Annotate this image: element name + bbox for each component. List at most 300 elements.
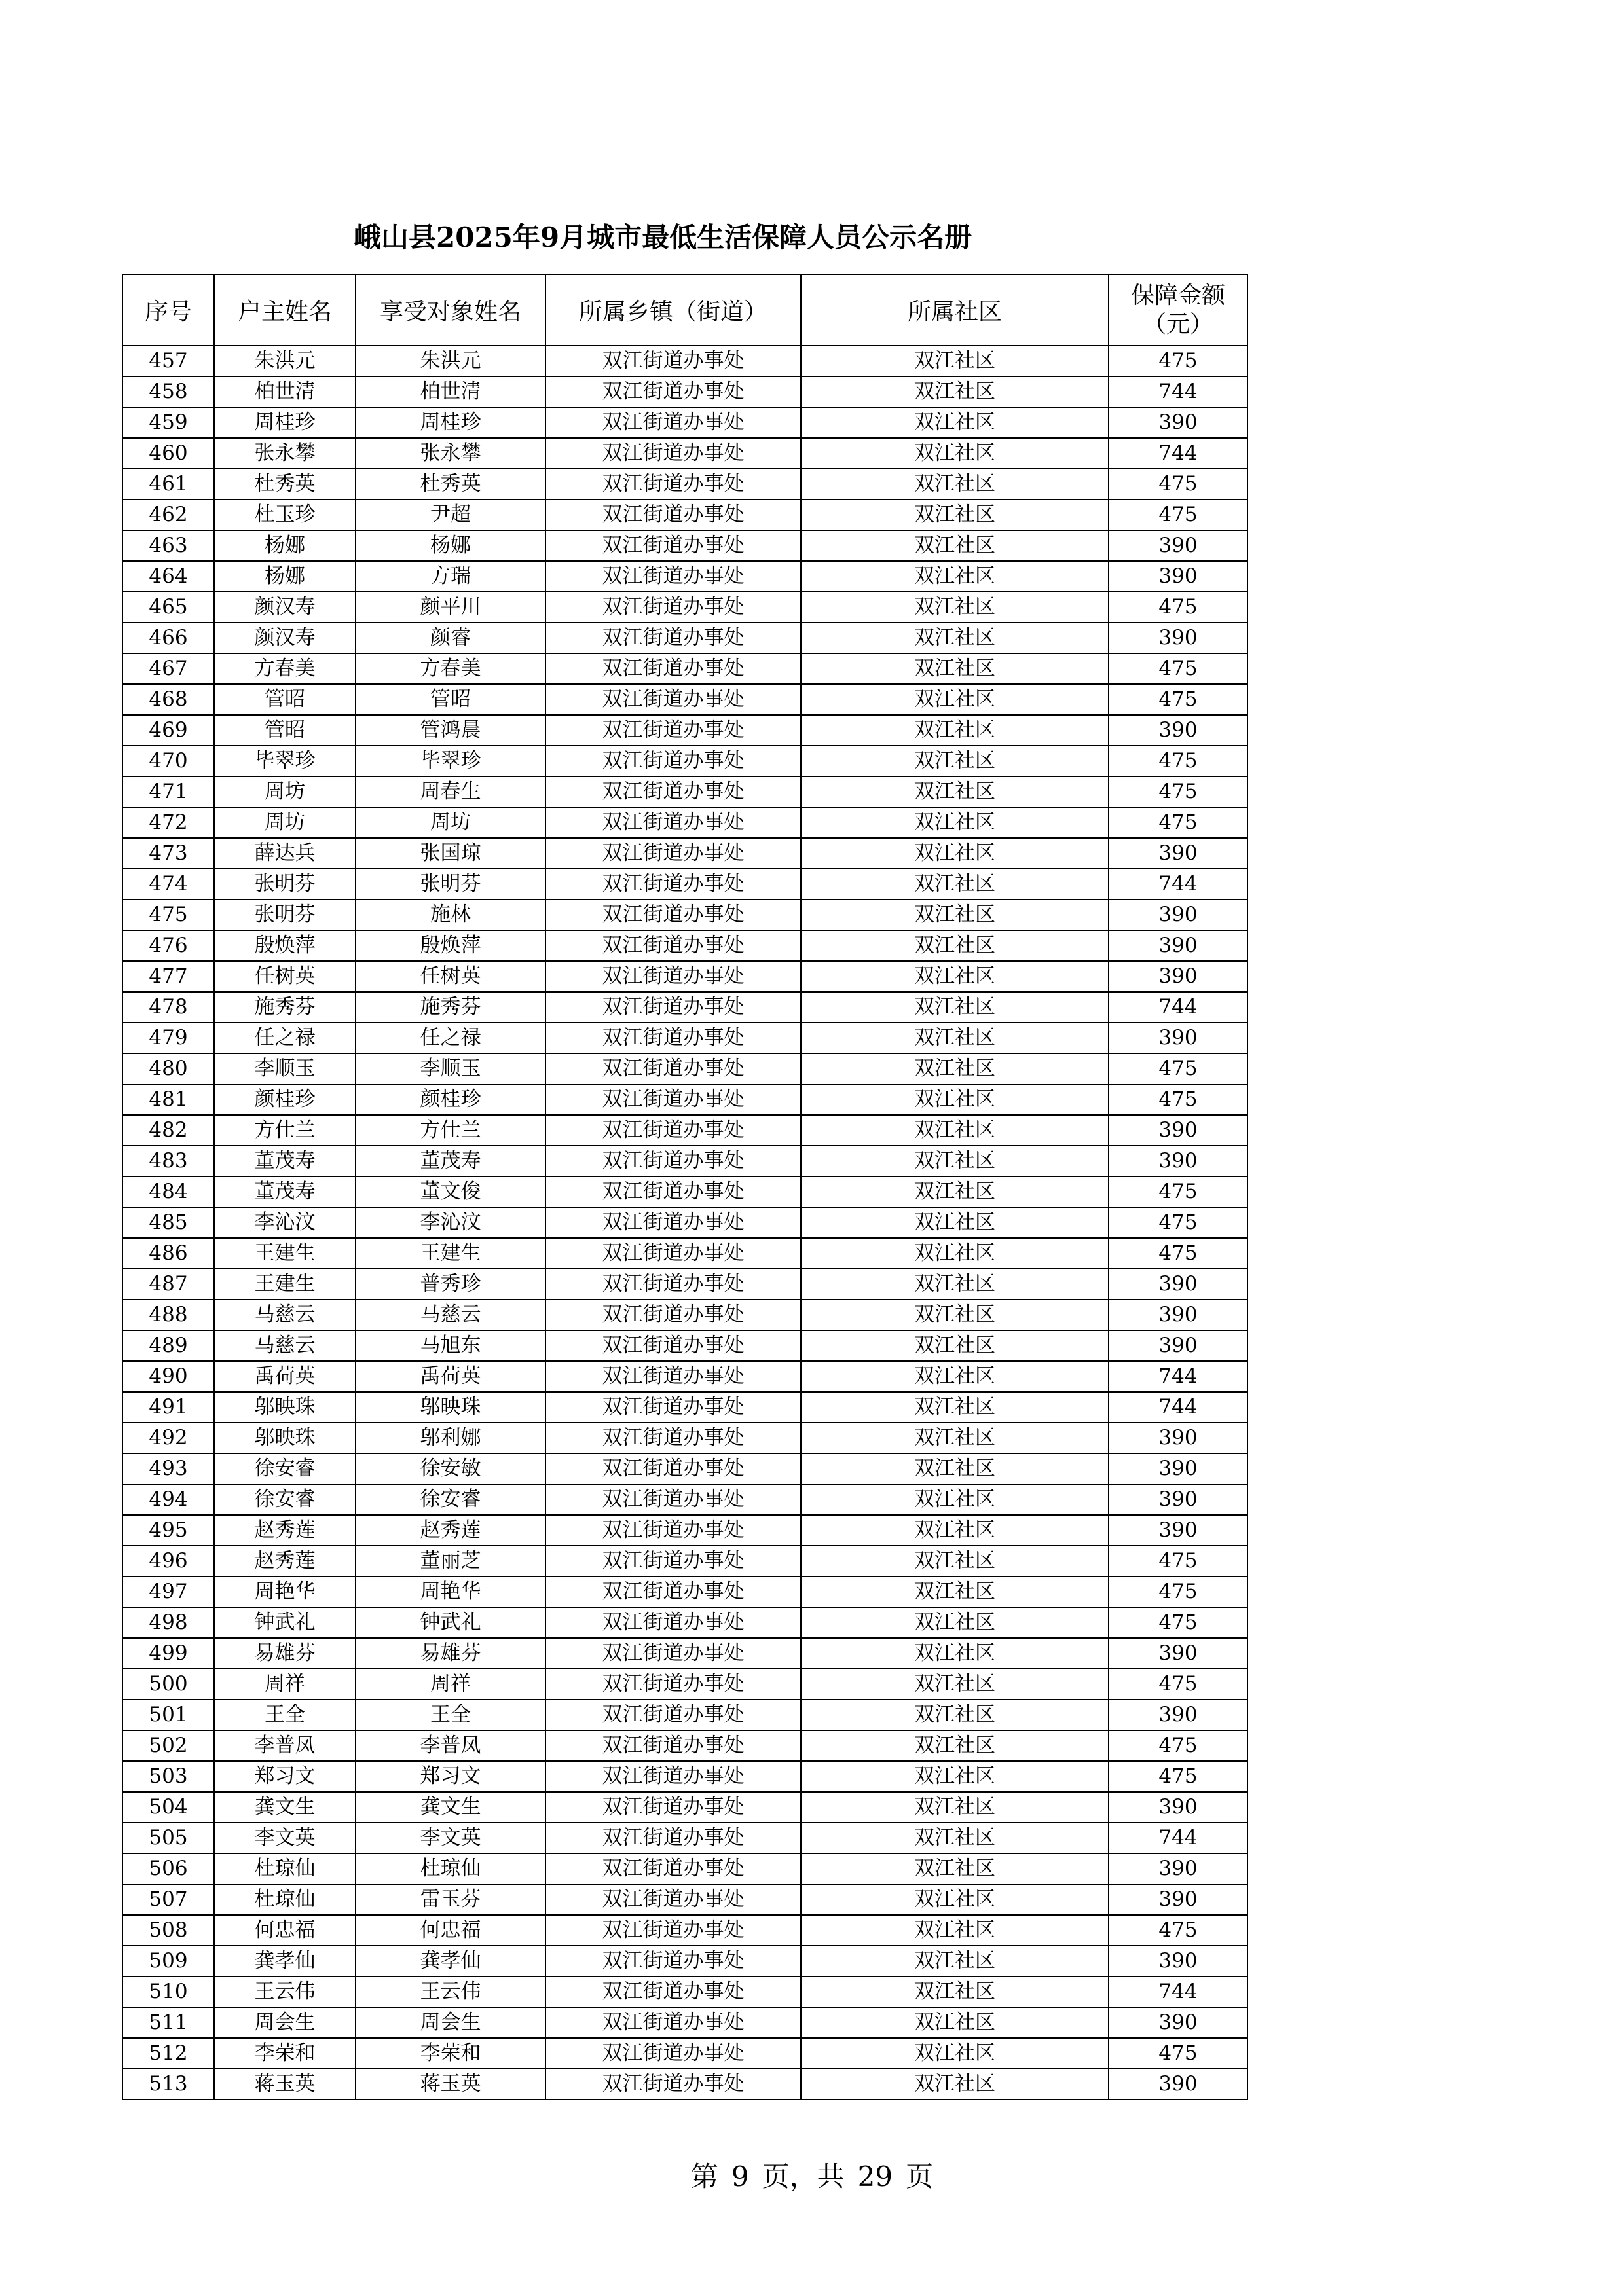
cell-township: 双江街道办事处 [545, 1576, 801, 1607]
cell-household-head: 李沁汶 [214, 1207, 356, 1238]
cell-seq: 482 [122, 1115, 214, 1146]
cell-community: 双江社区 [801, 1730, 1109, 1761]
cell-seq: 503 [122, 1761, 214, 1792]
table-row [122, 1915, 1247, 1946]
cell-beneficiary: 尹超 [356, 500, 545, 530]
cell-household-head: 杨娜 [214, 530, 356, 561]
cell-seq: 509 [122, 1946, 214, 1977]
cell-household-head: 杜玉珍 [214, 500, 356, 530]
document-title: 峨山县2025年9月城市最低生活保障人员公示名册 [354, 221, 972, 253]
cell-amount: 390 [1109, 1884, 1247, 1915]
table-row [122, 1392, 1247, 1423]
table-row [122, 346, 1247, 376]
table-row [122, 1484, 1247, 1515]
cell-amount: 390 [1109, 1115, 1247, 1146]
cell-community: 双江社区 [801, 838, 1109, 869]
cell-seq: 473 [122, 838, 214, 869]
cell-township: 双江街道办事处 [545, 1453, 801, 1484]
cell-beneficiary: 董文俊 [356, 1176, 545, 1207]
table-row [122, 407, 1247, 438]
cell-township: 双江街道办事处 [545, 1761, 801, 1792]
header-household-head: 户主姓名 [214, 274, 356, 346]
table-row [122, 653, 1247, 684]
cell-township: 双江街道办事处 [545, 346, 801, 376]
table-row [122, 376, 1247, 407]
cell-amount: 390 [1109, 961, 1247, 992]
cell-beneficiary: 毕翠珍 [356, 746, 545, 776]
cell-amount: 475 [1109, 346, 1247, 376]
cell-seq: 487 [122, 1269, 214, 1300]
cell-amount: 475 [1109, 1084, 1247, 1115]
cell-community: 双江社区 [801, 2038, 1109, 2069]
cell-household-head: 王全 [214, 1700, 356, 1730]
cell-township: 双江街道办事处 [545, 1977, 801, 2007]
cell-township: 双江街道办事处 [545, 1884, 801, 1915]
cell-amount: 390 [1109, 1146, 1247, 1176]
cell-township: 双江街道办事处 [545, 1515, 801, 1546]
table-header-row [122, 274, 1247, 346]
cell-household-head: 柏世清 [214, 376, 356, 407]
cell-community: 双江社区 [801, 684, 1109, 715]
cell-amount: 390 [1109, 900, 1247, 930]
table-row [122, 746, 1247, 776]
cell-township: 双江街道办事处 [545, 930, 801, 961]
header-seq: 序号 [122, 274, 214, 346]
cell-household-head: 殷焕萍 [214, 930, 356, 961]
table-row [122, 1238, 1247, 1269]
cell-amount: 390 [1109, 1269, 1247, 1300]
cell-household-head: 张明芬 [214, 900, 356, 930]
cell-township: 双江街道办事处 [545, 900, 801, 930]
cell-household-head: 颜汉寿 [214, 623, 356, 653]
cell-seq: 495 [122, 1515, 214, 1546]
cell-community: 双江社区 [801, 1946, 1109, 1977]
cell-seq: 501 [122, 1700, 214, 1730]
cell-seq: 457 [122, 346, 214, 376]
table-row [122, 1115, 1247, 1146]
cell-township: 双江街道办事处 [545, 992, 801, 1023]
table-row [122, 1576, 1247, 1607]
cell-township: 双江街道办事处 [545, 1392, 801, 1423]
cell-amount: 475 [1109, 1730, 1247, 1761]
cell-seq: 504 [122, 1792, 214, 1823]
cell-seq: 478 [122, 992, 214, 1023]
cell-community: 双江社区 [801, 1238, 1109, 1269]
cell-beneficiary: 龚文生 [356, 1792, 545, 1823]
cell-beneficiary: 方仕兰 [356, 1115, 545, 1146]
cell-township: 双江街道办事处 [545, 715, 801, 746]
cell-beneficiary: 张永攀 [356, 438, 545, 469]
cell-seq: 470 [122, 746, 214, 776]
cell-household-head: 邬映珠 [214, 1423, 356, 1453]
cell-amount: 390 [1109, 715, 1247, 746]
table-row [122, 1023, 1247, 1053]
cell-community: 双江社区 [801, 807, 1109, 838]
footer-middle: 页，共 [762, 2160, 845, 2193]
cell-household-head: 禹荷英 [214, 1361, 356, 1392]
cell-amount: 390 [1109, 930, 1247, 961]
cell-household-head: 李普凤 [214, 1730, 356, 1761]
cell-seq: 469 [122, 715, 214, 746]
cell-beneficiary: 周桂珍 [356, 407, 545, 438]
header-amount [1109, 274, 1247, 346]
cell-township: 双江街道办事处 [545, 1207, 801, 1238]
cell-amount: 390 [1109, 530, 1247, 561]
cell-township: 双江街道办事处 [545, 1730, 801, 1761]
table-row [122, 838, 1247, 869]
cell-household-head: 周坊 [214, 776, 356, 807]
table-row [122, 1669, 1247, 1700]
cell-seq: 472 [122, 807, 214, 838]
cell-household-head: 薛达兵 [214, 838, 356, 869]
cell-township: 双江街道办事处 [545, 1915, 801, 1946]
cell-community: 双江社区 [801, 623, 1109, 653]
cell-beneficiary: 施秀芬 [356, 992, 545, 1023]
cell-community: 双江社区 [801, 1207, 1109, 1238]
cell-amount: 475 [1109, 684, 1247, 715]
header-beneficiary: 享受对象姓名 [356, 274, 545, 346]
header-township: 所属乡镇（街道） [545, 274, 801, 346]
cell-household-head: 马慈云 [214, 1300, 356, 1330]
cell-community: 双江社区 [801, 900, 1109, 930]
cell-household-head: 马慈云 [214, 1330, 356, 1361]
cell-beneficiary: 杜秀英 [356, 469, 545, 500]
cell-beneficiary: 李文英 [356, 1823, 545, 1853]
cell-seq: 499 [122, 1638, 214, 1669]
table-row [122, 1146, 1247, 1176]
cell-household-head: 董茂寿 [214, 1146, 356, 1176]
cell-household-head: 董茂寿 [214, 1176, 356, 1207]
cell-amount: 475 [1109, 592, 1247, 623]
cell-beneficiary: 杨娜 [356, 530, 545, 561]
cell-community: 双江社区 [801, 715, 1109, 746]
table-row [122, 1792, 1247, 1823]
cell-beneficiary: 马慈云 [356, 1300, 545, 1330]
table-row [122, 1361, 1247, 1392]
cell-beneficiary: 邬映珠 [356, 1392, 545, 1423]
cell-township: 双江街道办事处 [545, 1269, 801, 1300]
cell-amount: 390 [1109, 1638, 1247, 1669]
cell-community: 双江社区 [801, 776, 1109, 807]
cell-seq: 458 [122, 376, 214, 407]
cell-township: 双江街道办事处 [545, 561, 801, 592]
cell-seq: 461 [122, 469, 214, 500]
cell-beneficiary: 钟武礼 [356, 1607, 545, 1638]
cell-seq: 493 [122, 1453, 214, 1484]
cell-seq: 488 [122, 1300, 214, 1330]
cell-amount: 475 [1109, 469, 1247, 500]
cell-community: 双江社区 [801, 1792, 1109, 1823]
cell-community: 双江社区 [801, 1453, 1109, 1484]
cell-household-head: 龚孝仙 [214, 1946, 356, 1977]
cell-household-head: 李顺玉 [214, 1053, 356, 1084]
table-row [122, 469, 1247, 500]
table-row [122, 961, 1247, 992]
cell-seq: 481 [122, 1084, 214, 1115]
cell-beneficiary: 普秀珍 [356, 1269, 545, 1300]
cell-beneficiary: 管鸿晨 [356, 715, 545, 746]
cell-community: 双江社区 [801, 438, 1109, 469]
table-row [122, 1176, 1247, 1207]
cell-township: 双江街道办事处 [545, 961, 801, 992]
cell-amount: 475 [1109, 653, 1247, 684]
cell-community: 双江社区 [801, 992, 1109, 1023]
cell-household-head: 周坊 [214, 807, 356, 838]
table-row [122, 1423, 1247, 1453]
table-row [122, 2007, 1247, 2038]
cell-township: 双江街道办事处 [545, 1946, 801, 1977]
cell-community: 双江社区 [801, 1146, 1109, 1176]
cell-community: 双江社区 [801, 592, 1109, 623]
cell-township: 双江街道办事处 [545, 1823, 801, 1853]
cell-seq: 513 [122, 2069, 214, 2100]
cell-beneficiary: 禹荷英 [356, 1361, 545, 1392]
cell-household-head: 毕翠珍 [214, 746, 356, 776]
cell-community: 双江社区 [801, 1053, 1109, 1084]
cell-beneficiary: 王建生 [356, 1238, 545, 1269]
table-row [122, 1761, 1247, 1792]
cell-community: 双江社区 [801, 2007, 1109, 2038]
cell-amount: 390 [1109, 1423, 1247, 1453]
cell-beneficiary: 李顺玉 [356, 1053, 545, 1084]
cell-household-head: 龚文生 [214, 1792, 356, 1823]
footer-prefix: 第 [690, 2160, 718, 2193]
cell-amount: 390 [1109, 1946, 1247, 1977]
cell-township: 双江街道办事处 [545, 1484, 801, 1515]
cell-township: 双江街道办事处 [545, 1176, 801, 1207]
table-row [122, 1946, 1247, 1977]
cell-beneficiary: 王云伟 [356, 1977, 545, 2007]
cell-amount: 744 [1109, 1977, 1247, 2007]
cell-township: 双江街道办事处 [545, 1361, 801, 1392]
cell-amount: 390 [1109, 1453, 1247, 1484]
footer-page-number: 9 [731, 2160, 749, 2193]
cell-township: 双江街道办事处 [545, 1607, 801, 1638]
cell-seq: 489 [122, 1330, 214, 1361]
cell-township: 双江街道办事处 [545, 592, 801, 623]
cell-beneficiary: 李沁汶 [356, 1207, 545, 1238]
cell-community: 双江社区 [801, 1115, 1109, 1146]
cell-seq: 500 [122, 1669, 214, 1700]
cell-amount: 390 [1109, 2069, 1247, 2100]
cell-community: 双江社区 [801, 2069, 1109, 2100]
cell-household-head: 何忠福 [214, 1915, 356, 1946]
table-row [122, 869, 1247, 900]
cell-community: 双江社区 [801, 500, 1109, 530]
cell-household-head: 周会生 [214, 2007, 356, 2038]
cell-household-head: 管昭 [214, 715, 356, 746]
cell-township: 双江街道办事处 [545, 500, 801, 530]
cell-township: 双江街道办事处 [545, 1669, 801, 1700]
cell-township: 双江街道办事处 [545, 2038, 801, 2069]
cell-community: 双江社区 [801, 1423, 1109, 1453]
cell-township: 双江街道办事处 [545, 438, 801, 469]
cell-township: 双江街道办事处 [545, 838, 801, 869]
cell-household-head: 杜琼仙 [214, 1884, 356, 1915]
cell-amount: 475 [1109, 776, 1247, 807]
cell-township: 双江街道办事处 [545, 807, 801, 838]
cell-household-head: 王云伟 [214, 1977, 356, 2007]
cell-household-head: 徐安睿 [214, 1453, 356, 1484]
cell-beneficiary: 周春生 [356, 776, 545, 807]
table-row [122, 1977, 1247, 2007]
cell-township: 双江街道办事处 [545, 623, 801, 653]
cell-seq: 466 [122, 623, 214, 653]
cell-seq: 498 [122, 1607, 214, 1638]
cell-beneficiary: 施林 [356, 900, 545, 930]
cell-township: 双江街道办事处 [545, 1053, 801, 1084]
table-row [122, 561, 1247, 592]
cell-amount: 475 [1109, 1669, 1247, 1700]
cell-township: 双江街道办事处 [545, 1146, 801, 1176]
cell-amount: 475 [1109, 1761, 1247, 1792]
cell-seq: 480 [122, 1053, 214, 1084]
cell-seq: 471 [122, 776, 214, 807]
cell-beneficiary: 董丽芝 [356, 1546, 545, 1576]
cell-amount: 475 [1109, 1207, 1247, 1238]
cell-beneficiary: 邬利娜 [356, 1423, 545, 1453]
cell-amount: 390 [1109, 1300, 1247, 1330]
cell-household-head: 杨娜 [214, 561, 356, 592]
cell-amount: 390 [1109, 1023, 1247, 1053]
cell-township: 双江街道办事处 [545, 684, 801, 715]
cell-beneficiary: 徐安敏 [356, 1453, 545, 1484]
table-row [122, 1515, 1247, 1546]
cell-community: 双江社区 [801, 1638, 1109, 1669]
cell-seq: 459 [122, 407, 214, 438]
cell-township: 双江街道办事处 [545, 746, 801, 776]
cell-township: 双江街道办事处 [545, 407, 801, 438]
cell-household-head: 方仕兰 [214, 1115, 356, 1146]
cell-amount: 390 [1109, 838, 1247, 869]
cell-household-head: 郑习文 [214, 1761, 356, 1792]
cell-beneficiary: 方瑞 [356, 561, 545, 592]
cell-township: 双江街道办事处 [545, 1853, 801, 1884]
cell-amount: 390 [1109, 1330, 1247, 1361]
cell-household-head: 施秀芬 [214, 992, 356, 1023]
cell-household-head: 赵秀莲 [214, 1546, 356, 1576]
cell-beneficiary: 张国琼 [356, 838, 545, 869]
cell-beneficiary: 柏世清 [356, 376, 545, 407]
table-row [122, 1823, 1247, 1853]
cell-household-head: 王建生 [214, 1269, 356, 1300]
cell-beneficiary: 周艳华 [356, 1576, 545, 1607]
cell-beneficiary: 方春美 [356, 653, 545, 684]
cell-seq: 467 [122, 653, 214, 684]
cell-seq: 512 [122, 2038, 214, 2069]
cell-township: 双江街道办事处 [545, 1700, 801, 1730]
cell-community: 双江社区 [801, 1515, 1109, 1546]
cell-beneficiary: 董茂寿 [356, 1146, 545, 1176]
cell-amount: 744 [1109, 992, 1247, 1023]
table-row [122, 930, 1247, 961]
cell-beneficiary: 颜睿 [356, 623, 545, 653]
cell-household-head: 颜汉寿 [214, 592, 356, 623]
table-row [122, 1700, 1247, 1730]
cell-beneficiary: 任之禄 [356, 1023, 545, 1053]
cell-township: 双江街道办事处 [545, 1423, 801, 1453]
table-row [122, 1853, 1247, 1884]
cell-amount: 744 [1109, 438, 1247, 469]
cell-amount: 390 [1109, 2007, 1247, 2038]
table-row [122, 1330, 1247, 1361]
cell-township: 双江街道办事处 [545, 1792, 801, 1823]
cell-amount: 475 [1109, 1176, 1247, 1207]
roster-table [122, 274, 1248, 2100]
cell-beneficiary: 何忠福 [356, 1915, 545, 1946]
table-row [122, 1453, 1247, 1484]
cell-household-head: 王建生 [214, 1238, 356, 1269]
cell-household-head: 易雄芬 [214, 1638, 356, 1669]
cell-community: 双江社区 [801, 1576, 1109, 1607]
cell-beneficiary: 张明芬 [356, 869, 545, 900]
header-community: 所属社区 [801, 274, 1109, 346]
cell-seq: 486 [122, 1238, 214, 1269]
cell-community: 双江社区 [801, 1977, 1109, 2007]
cell-township: 双江街道办事处 [545, 776, 801, 807]
cell-household-head: 周祥 [214, 1669, 356, 1700]
cell-amount: 744 [1109, 1823, 1247, 1853]
table-row [122, 684, 1247, 715]
cell-community: 双江社区 [801, 1300, 1109, 1330]
cell-beneficiary: 颜桂珍 [356, 1084, 545, 1115]
table-row [122, 776, 1247, 807]
cell-community: 双江社区 [801, 1915, 1109, 1946]
header-amount-line1: 保障金额 [1130, 282, 1225, 309]
cell-amount: 475 [1109, 1915, 1247, 1946]
cell-township: 双江街道办事处 [545, 1638, 801, 1669]
cell-seq: 491 [122, 1392, 214, 1423]
cell-seq: 490 [122, 1361, 214, 1392]
cell-beneficiary: 管昭 [356, 684, 545, 715]
cell-beneficiary: 周会生 [356, 2007, 545, 2038]
cell-household-head: 颜桂珍 [214, 1084, 356, 1115]
cell-amount: 390 [1109, 561, 1247, 592]
cell-amount: 475 [1109, 746, 1247, 776]
cell-household-head: 李荣和 [214, 2038, 356, 2069]
cell-community: 双江社区 [801, 561, 1109, 592]
cell-seq: 477 [122, 961, 214, 992]
cell-beneficiary: 徐安睿 [356, 1484, 545, 1515]
table-row [122, 807, 1247, 838]
footer-suffix: 页 [906, 2160, 934, 2193]
cell-seq: 494 [122, 1484, 214, 1515]
table-row [122, 438, 1247, 469]
cell-township: 双江街道办事处 [545, 2069, 801, 2100]
cell-seq: 476 [122, 930, 214, 961]
cell-amount: 390 [1109, 407, 1247, 438]
table-row [122, 1084, 1247, 1115]
table-row [122, 992, 1247, 1023]
cell-community: 双江社区 [801, 1361, 1109, 1392]
cell-seq: 483 [122, 1146, 214, 1176]
table-row [122, 1207, 1247, 1238]
cell-township: 双江街道办事处 [545, 469, 801, 500]
cell-household-head: 任之禄 [214, 1023, 356, 1053]
cell-seq: 462 [122, 500, 214, 530]
table-row [122, 1300, 1247, 1330]
cell-community: 双江社区 [801, 1669, 1109, 1700]
cell-beneficiary: 朱洪元 [356, 346, 545, 376]
cell-township: 双江街道办事处 [545, 1084, 801, 1115]
cell-seq: 505 [122, 1823, 214, 1853]
cell-beneficiary: 郑习文 [356, 1761, 545, 1792]
table-row [122, 500, 1247, 530]
cell-community: 双江社区 [801, 1023, 1109, 1053]
cell-seq: 492 [122, 1423, 214, 1453]
table-row [122, 592, 1247, 623]
cell-amount: 475 [1109, 1576, 1247, 1607]
